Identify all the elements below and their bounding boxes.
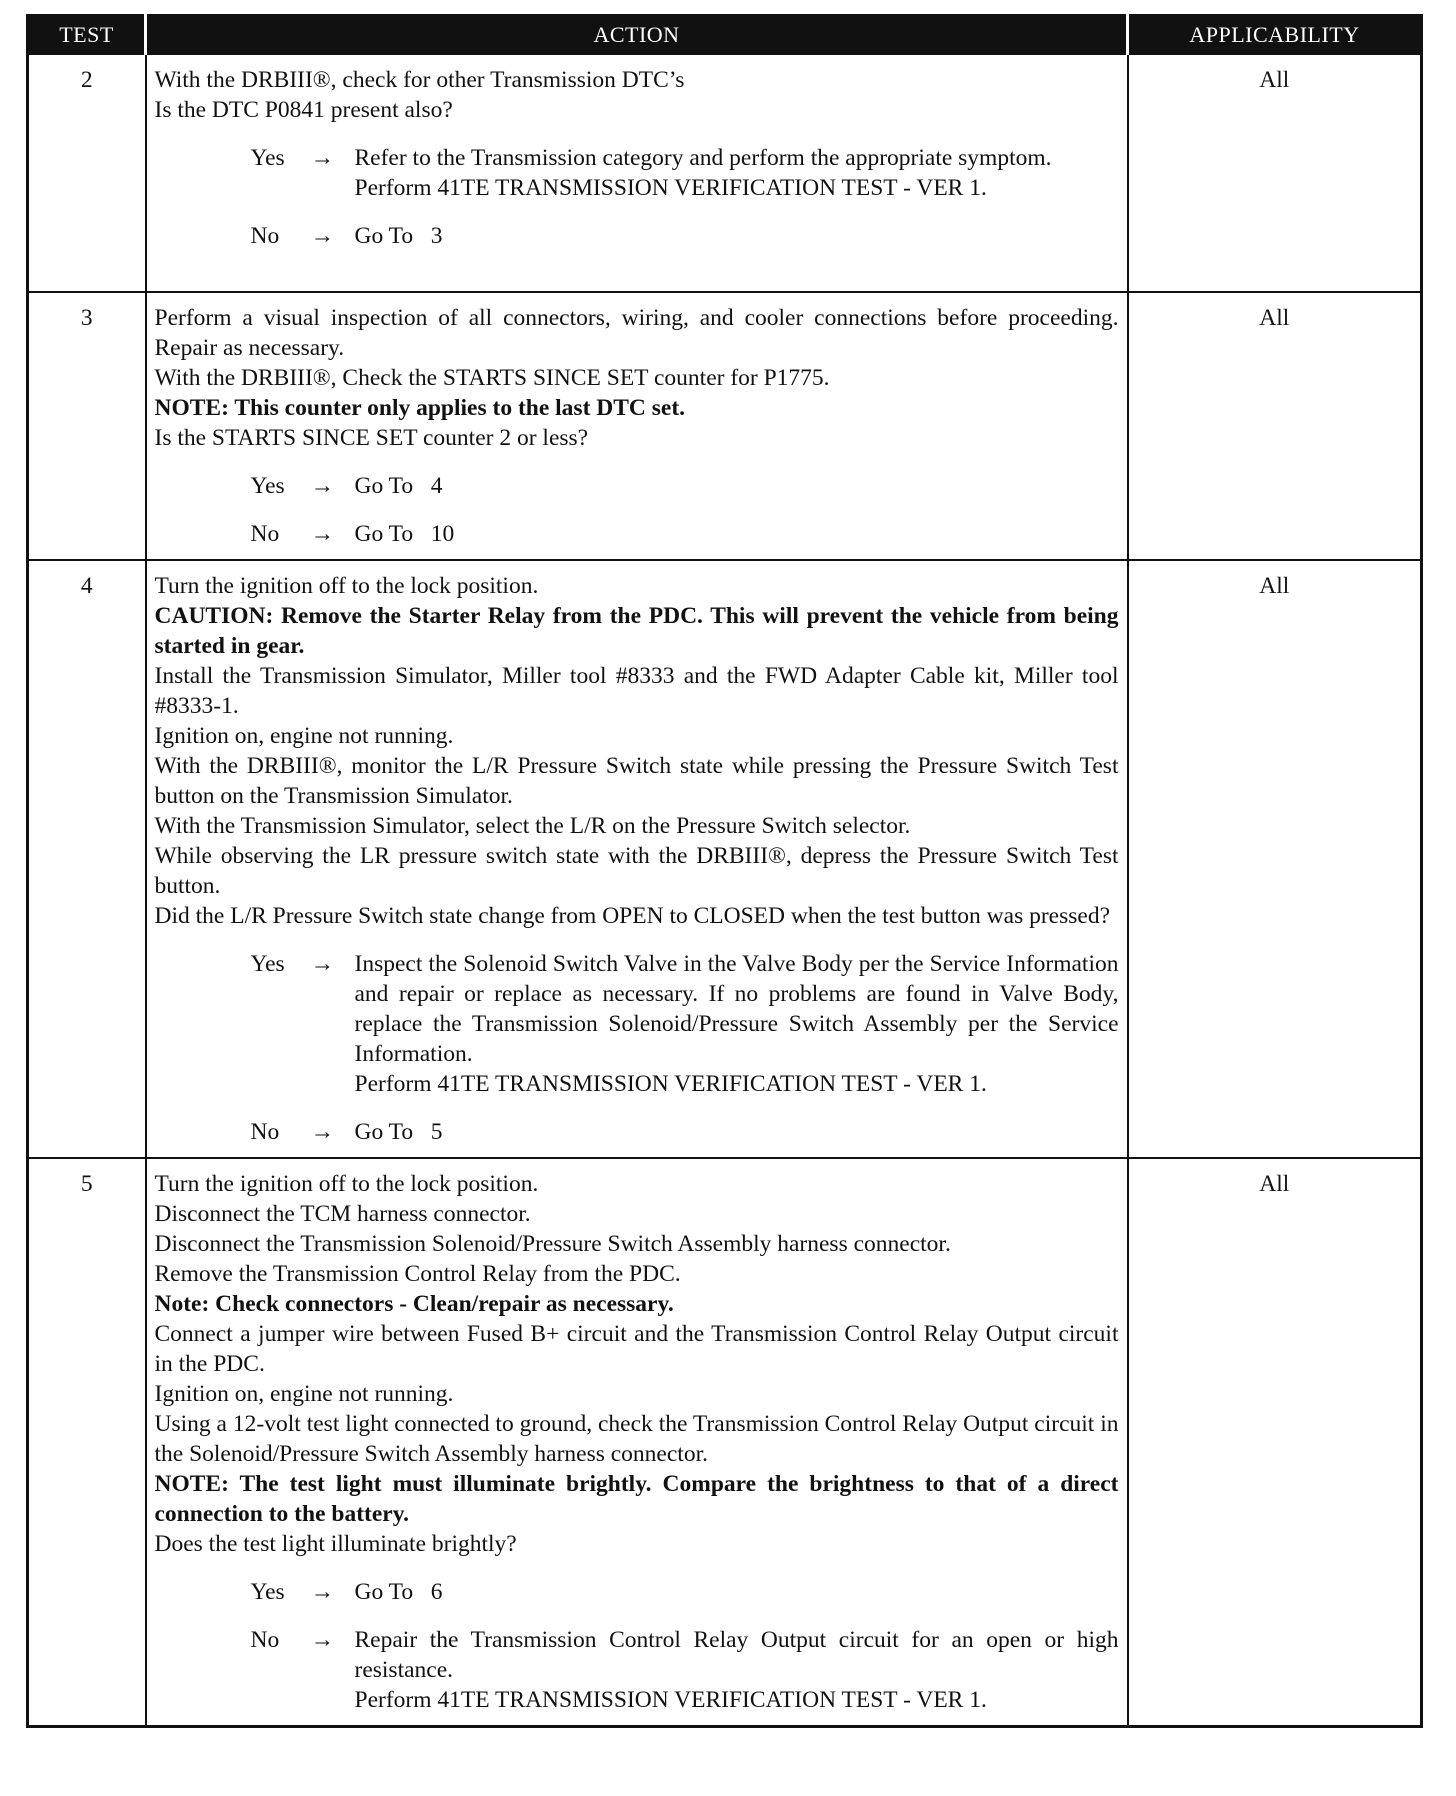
table-row [28,292,1422,560]
test-number: 3 [28,292,146,560]
note-text: CAUTION: Remove the Starter Relay from the PDC. This will prevent the vehicle from being started in gear. [154,603,1119,659]
arrow-right-icon: → [310,473,334,499]
instruction-text: Remove the Transmission Control Relay from the PDC. [154,1261,681,1287]
instruction-text: With the Transmission Simulator, select the L/R on the Pressure Switch selector. [154,813,911,839]
test-number: 5 [28,1158,146,1727]
applicability-cell: All [1128,560,1422,1158]
action-cell [146,1158,1128,1727]
instruction-text: Turn the ignition off to the lock position. [154,573,539,599]
arrow-right-icon: → [310,1119,334,1145]
arrow-right-icon: → [310,223,334,249]
table-body [28,54,1422,1727]
branch-yes [155,471,1119,501]
branch-result: Perform 41TE TRANSMISSION VERIFICATION TEST - VER 1. [354,1687,987,1713]
instruction-text: With the DRBIII®, check for other Transmission DTC’s [154,67,685,93]
arrow-right-icon: → [310,951,334,977]
table-row [28,54,1422,292]
test-number: 2 [28,54,146,292]
test-number: 4 [28,560,146,1158]
branch-no [155,519,1119,549]
table-row [28,1158,1422,1727]
action-cell [146,560,1128,1158]
branch-label: Yes [250,1579,285,1605]
branch-result: Go To 6 [354,1579,443,1605]
branch-result: Go To 3 [354,223,443,249]
branch-result: Perform 41TE TRANSMISSION VERIFICATION TEST - VER 1. [354,1071,987,1097]
arrow-right-icon: → [310,1627,334,1653]
applicability-cell: All [1128,292,1422,560]
instruction-text: Ignition on, engine not running. [154,723,454,749]
instruction-text: While observing the LR pressure switch state with the DRBIII®, depress the Pressure Switch Test button. [154,843,1119,899]
branch-result: Perform 41TE TRANSMISSION VERIFICATION TEST - VER 1. [354,175,987,201]
branch-yes [155,949,1125,1099]
instruction-text: Turn the ignition off to the lock position. [154,1171,539,1197]
diagnostic-test-table [26,14,1423,1728]
diagnostic-page [26,14,1420,1728]
branch-yes [155,143,1119,203]
instruction-text: Disconnect the Transmission Solenoid/Pressure Switch Assembly harness connector. [154,1231,951,1257]
branch-result: Go To 5 [354,1119,443,1145]
branch-yes [155,1577,1119,1607]
branch-label: Yes [250,951,285,977]
branch-label: No [250,1119,280,1145]
instruction-text: Connect a jumper wire between Fused B+ circuit and the Transmission Control Relay Output circuit in the PDC. [154,1321,1119,1377]
instruction-text: Is the DTC P0841 present also? [154,97,453,123]
branch-no [155,1117,1119,1147]
note-text: NOTE: This counter only applies to the last DTC set. [154,395,686,421]
instruction-text: Did the L/R Pressure Switch state change from OPEN to CLOSED when the test button was pressed? [154,903,1111,929]
header-applicability: APPLICABILITY [1128,16,1422,55]
branch-label: Yes [250,145,285,171]
header-action: ACTION [146,16,1128,55]
branch-result: Go To 10 [354,521,455,547]
instruction-text: Install the Transmission Simulator, Miller tool #8333 and the FWD Adapter Cable kit, Miller tool #8333-1. [154,663,1119,719]
branch-label: No [250,521,280,547]
branch-result: Repair the Transmission Control Relay Output circuit for an open or high resistance. [354,1627,1125,1683]
applicability-cell: All [1128,1158,1422,1727]
instruction-text: Is the STARTS SINCE SET counter 2 or less? [154,425,589,451]
branch-result: Refer to the Transmission category and perform the appropriate symptom. [354,145,1052,171]
branch-no [155,221,1119,251]
instruction-text: With the DRBIII®, monitor the L/R Pressure Switch state while pressing the Pressure Switch Test button on the Transmission Simulator. [154,753,1119,809]
branch-no [155,1625,1125,1715]
instruction-text: Does the test light illuminate brightly? [154,1531,517,1557]
branch-result: Inspect the Solenoid Switch Valve in the Valve Body per the Service Information and repair or replace as necessary. If no problems are found in Valve Body, replace the Transmission Solenoid/Pressure Switch Assembly per the Service Information. [354,951,1125,1067]
applicability-cell: All [1128,54,1422,292]
instruction-text: Disconnect the TCM harness connector. [154,1201,531,1227]
header-test: TEST [28,16,146,55]
action-cell [146,54,1128,292]
arrow-right-icon: → [310,145,334,171]
instruction-text: With the DRBIII®, Check the STARTS SINCE SET counter for P1775. [154,365,830,391]
instruction-text: Ignition on, engine not running. [154,1381,454,1407]
note-text: Note: Check connectors - Clean/repair as necessary. [154,1291,674,1317]
instruction-text: Using a 12-volt test light connected to ground, check the Transmission Control Relay Output circuit in the Solenoid/Pressure Switch Assembly harness connector. [154,1411,1119,1467]
table-row [28,560,1422,1158]
arrow-right-icon: → [310,521,334,547]
branch-label: No [250,1627,280,1653]
arrow-right-icon: → [310,1579,334,1605]
instruction-text: Perform a visual inspection of all connectors, wiring, and cooler connections before proceeding. Repair as necessary. [154,305,1119,361]
note-text: NOTE: The test light must illuminate brightly. Compare the brightness to that of a direct connection to the battery. [154,1471,1119,1527]
branch-label: Yes [250,473,285,499]
action-cell [146,292,1128,560]
branch-label: No [250,223,280,249]
branch-result: Go To 4 [354,473,443,499]
table-header-row [28,16,1422,55]
